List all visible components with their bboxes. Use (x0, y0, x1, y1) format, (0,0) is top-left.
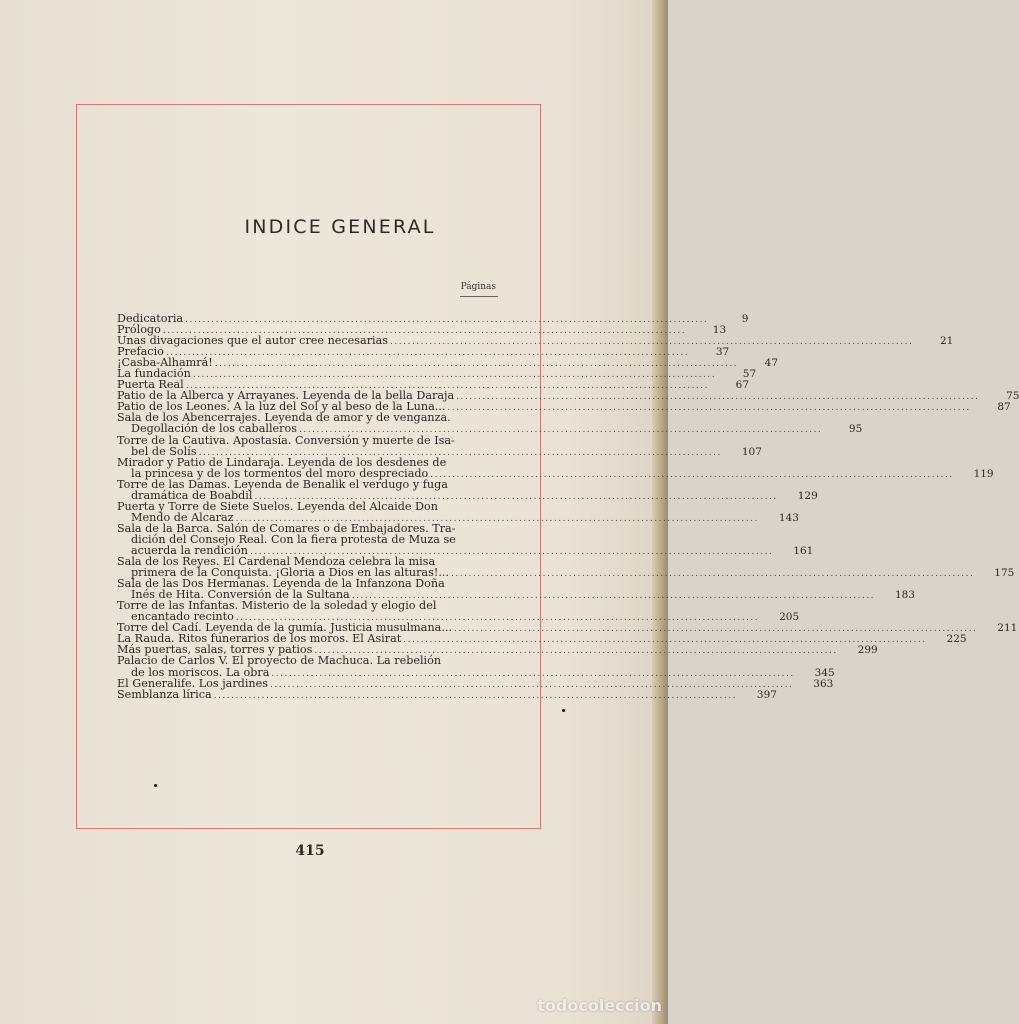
toc-page-number: 67 (735, 379, 750, 392)
dot-leader: ........................................................................................................................ (403, 635, 927, 646)
toc-entry (117, 334, 954, 348)
toc-entry-text: Torre de la Cautiva. Apostasía. Conversión y muerte de Isa- (117, 433, 455, 447)
toc-line (117, 435, 503, 446)
toc-entry (117, 521, 814, 557)
toc-entry-text: acuerda la rendición (131, 543, 248, 557)
toc-entry-text: Puerta Real (117, 378, 184, 392)
page-title: INDICE GENERAL (244, 216, 436, 238)
toc-line (117, 457, 503, 468)
dot-leader: ........................................................................................................................ (254, 491, 778, 502)
toc-line (117, 665, 835, 679)
toc-page-number: 397 (756, 688, 777, 701)
toc-entry-text: Torre de las Damas. Leyenda de Benalik el verdugo y fuga (117, 477, 448, 491)
toc-entry-text: Patio de los Leones. A la luz del Sol y al beso de la Luna... (117, 400, 446, 414)
toc-page-number: 225 (946, 633, 967, 646)
toc-entry (117, 312, 749, 325)
toc-line (117, 676, 834, 690)
toc-page-number: 107 (741, 445, 762, 458)
toc-entry (117, 455, 994, 480)
toc-entry-text: Semblanza lírica (117, 687, 212, 701)
toc-entry-text: Palacio de Carlos V. El proyecto de Machuca. La rebelión (117, 654, 442, 668)
toc-entry-text: Torre del Cadí. Leyenda de la gumía. Justicia musulmana... (117, 621, 452, 635)
toc-entry (117, 555, 1015, 580)
toc-page-number: 345 (814, 666, 835, 679)
dot-leader: ........................................................................................................................ (270, 679, 794, 690)
dot-leader: ........................................................................................................................ (165, 348, 690, 359)
toc-entry (117, 433, 762, 458)
toc-page-number: 57 (742, 368, 757, 381)
dot-leader: ........................................................................................................................ (271, 668, 795, 679)
page-edge (652, 0, 668, 1024)
dot-leader: ........................................................................................................................ (314, 646, 838, 657)
toc-page-number: 129 (797, 489, 818, 502)
ink-speck (154, 784, 157, 787)
ink-speck (562, 709, 565, 712)
dot-leader: ........................................................................................................................ (185, 315, 709, 325)
toc-entry-text: bel de Solís (131, 444, 197, 458)
dot-leader: ........................................................................................................................ (447, 403, 971, 414)
toc-entry-text: Prefacio (117, 345, 164, 359)
watermark-logo: todocoleccion (537, 996, 662, 1015)
toc-entry-text: Sala de las Dos Hermanas. Leyenda de la Infanzona Doña (117, 577, 445, 591)
toc-line (117, 444, 762, 458)
paginas-label: Páginas (460, 282, 496, 292)
dot-leader: ........................................................................................................................ (213, 690, 737, 701)
toc-entry-text: primera de la Conquista. ¡Gloria a Dios en las alturas!... (131, 566, 450, 580)
toc-entry-text: Torre de las Infantas. Misterio de la soledad y elogio del (117, 599, 437, 613)
paginas-underline (460, 296, 498, 297)
toc-entry-text: Degollación de los caballeros (131, 422, 297, 436)
dot-leader: ........................................................................................................................ (390, 337, 914, 348)
toc-entry-text: Unas divagaciones que el autor cree necesarias (117, 334, 389, 348)
toc-page-number: 143 (778, 511, 799, 524)
toc-page-number: 9 (741, 313, 749, 325)
dot-leader: ........................................................................................................................ (192, 370, 717, 381)
toc-entry (117, 654, 835, 679)
toc-entry-text: Sala de la Barca. Salón de Comares o de Embajadores. Tra- (117, 521, 456, 535)
dot-leader: ........................................................................................................................ (430, 469, 954, 480)
toc-entry-text: dramática de Boabdil (131, 488, 253, 502)
toc-entry-text: Prólogo (117, 323, 161, 337)
toc-entry-text: ¡Casba-Alhamrá! (117, 356, 213, 370)
toc-line (117, 687, 777, 701)
dot-leader: ........................................................................................................................ (235, 613, 760, 624)
toc-page-number: 211 (997, 622, 1018, 635)
toc-page-number: 363 (813, 677, 834, 690)
toc-entry-text: Sala de los Abencerrajes. Leyenda de amor y de venganza. (117, 411, 451, 425)
toc-page-number: 205 (779, 611, 800, 624)
toc-page-number: 13 (712, 324, 727, 337)
toc-line (117, 312, 749, 325)
toc-entry (117, 577, 916, 602)
toc-entry-text: El Generalife. Los jardines (117, 676, 268, 690)
toc-entry-text: de los moriscos. La obra (131, 665, 270, 679)
dot-leader: ........................................................................................................................ (451, 569, 975, 580)
toc-page-number: 161 (793, 544, 814, 557)
toc-page-number: 175 (994, 567, 1015, 580)
dot-leader: ........................................................................................................................ (235, 513, 759, 524)
dot-leader: ........................................................................................................................ (250, 546, 774, 557)
dot-leader: ........................................................................................................................ (351, 591, 876, 602)
dot-leader: ........................................................................................................................ (214, 359, 739, 370)
toc-entry-text: Patio de la Alberca y Arrayanes. Leyenda de la bella Daraja (117, 389, 455, 403)
toc-page-number: 75 (1006, 390, 1019, 403)
toc-entry-text: dición del Consejo Real. Con la fiera protesta de Muza se (131, 532, 456, 546)
toc-entry (117, 676, 834, 690)
toc-page-number: 119 (973, 467, 994, 480)
toc-entry-text: Puerta y Torre de Siete Suelos. Leyenda del Alcaide Don (117, 499, 438, 513)
toc-entry (117, 599, 800, 624)
table-of-contents (117, 312, 1019, 701)
page-number: 415 (295, 843, 325, 859)
dot-leader: ........................................................................................................................ (198, 447, 722, 458)
toc-entry-text: Más puertas, salas, torres y patios (117, 643, 313, 657)
dot-leader: ........................................................................................................................ (185, 381, 710, 392)
toc-page-number: 47 (764, 357, 779, 370)
toc-page-number: 37 (715, 346, 730, 359)
toc-entry-text: La fundación (117, 367, 191, 381)
toc-page-number: 87 (997, 401, 1011, 414)
toc-entry (117, 687, 777, 701)
toc-entry-text: Dedicatoria (117, 312, 184, 325)
toc-entry (117, 499, 799, 524)
toc-line (117, 334, 954, 348)
toc-entry-text: encantado recinto (131, 610, 234, 624)
dot-leader: ........................................................................................................................ (456, 392, 980, 403)
toc-entry (117, 411, 863, 436)
dot-leader: ........................................................................................................................ (454, 624, 978, 635)
toc-entry-text: Mendo de Alcaraz (131, 510, 234, 524)
toc-entry-text: Mirador y Patio de Lindaraja. Leyenda de los desdenes de (117, 455, 447, 469)
dot-leader: ........................................................................................................................ (298, 425, 823, 436)
toc-entry-text: Sala de los Reyes. El Cardenal Mendoza celebra la misa (117, 555, 436, 569)
toc-entry-text: La Rauda. Ritos funerarios de los moros. El Asirat (117, 632, 402, 646)
toc-page-number: 299 (857, 644, 878, 657)
toc-page-number: 21 (939, 335, 954, 348)
toc-line (117, 422, 863, 436)
toc-page-number: 183 (895, 589, 916, 602)
toc-entry-text: Inés de Hita. Conversión de la Sultana (131, 588, 350, 602)
toc-page-number: 95 (848, 423, 863, 436)
toc-entry (117, 477, 818, 502)
toc-entry-text: la princesa y de los tormentos del moro despreciado (131, 466, 429, 480)
dot-leader: ........................................................................................................................ (162, 326, 687, 337)
